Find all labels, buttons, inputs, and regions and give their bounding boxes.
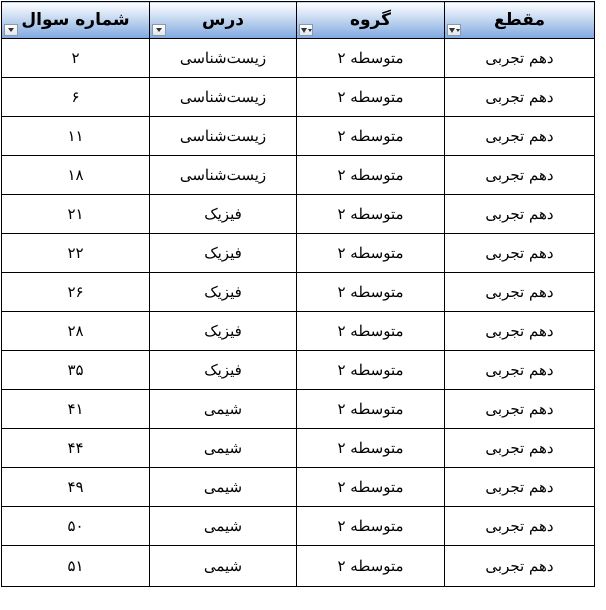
dropdown-arrow-icon[interactable] (4, 24, 18, 36)
header-row (2, 2, 595, 39)
table-row (2, 546, 595, 587)
cell-group[interactable]: متوسطه ۲ (297, 351, 445, 390)
cell-subject[interactable]: فیزیک (150, 195, 297, 234)
cell-grade[interactable]: دهم تجربی (445, 234, 595, 273)
cell-group[interactable]: متوسطه ۲ (297, 390, 445, 429)
cell-question-number[interactable]: ۱۱ (2, 117, 150, 156)
cell-question-number[interactable]: ۴۱ (2, 390, 150, 429)
cell-question-number[interactable]: ۵۱ (2, 546, 150, 587)
cell-group[interactable]: متوسطه ۲ (297, 39, 445, 78)
filter-funnel-icon[interactable] (299, 24, 313, 36)
cell-group[interactable]: متوسطه ۲ (297, 156, 445, 195)
column-header-group[interactable] (297, 2, 445, 39)
cell-question-number[interactable]: ۳۵ (2, 351, 150, 390)
cell-group[interactable]: متوسطه ۲ (297, 429, 445, 468)
table-row (2, 390, 595, 429)
table-row (2, 351, 595, 390)
filter-funnel-icon[interactable] (447, 24, 461, 36)
table-body (2, 39, 595, 587)
column-header-label: شماره سوال (21, 10, 130, 30)
table-row (2, 39, 595, 78)
cell-question-number[interactable]: ۵۰ (2, 507, 150, 546)
cell-group[interactable]: متوسطه ۲ (297, 78, 445, 117)
table-row (2, 117, 595, 156)
cell-grade[interactable]: دهم تجربی (445, 546, 595, 587)
table-row (2, 234, 595, 273)
cell-question-number[interactable]: ۴۹ (2, 468, 150, 507)
cell-grade[interactable]: دهم تجربی (445, 312, 595, 351)
cell-grade[interactable]: دهم تجربی (445, 195, 595, 234)
cell-subject[interactable]: زیست‌شناسی (150, 156, 297, 195)
cell-group[interactable]: متوسطه ۲ (297, 468, 445, 507)
cell-group[interactable]: متوسطه ۲ (297, 273, 445, 312)
column-header-question-number[interactable] (2, 2, 150, 39)
cell-subject[interactable]: زیست‌شناسی (150, 117, 297, 156)
cell-question-number[interactable]: ۱۸ (2, 156, 150, 195)
cell-question-number[interactable]: ۲ (2, 39, 150, 78)
cell-group[interactable]: متوسطه ۲ (297, 195, 445, 234)
table-row (2, 78, 595, 117)
cell-question-number[interactable]: ۲۸ (2, 312, 150, 351)
cell-subject[interactable]: شیمی (150, 429, 297, 468)
cell-grade[interactable]: دهم تجربی (445, 429, 595, 468)
column-header-grade[interactable] (445, 2, 595, 39)
cell-grade[interactable]: دهم تجربی (445, 507, 595, 546)
table-row (2, 312, 595, 351)
cell-question-number[interactable]: ۲۱ (2, 195, 150, 234)
cell-grade[interactable]: دهم تجربی (445, 156, 595, 195)
cell-subject[interactable]: شیمی (150, 390, 297, 429)
cell-question-number[interactable]: ۲۲ (2, 234, 150, 273)
cell-grade[interactable]: دهم تجربی (445, 78, 595, 117)
cell-question-number[interactable]: ۴۴ (2, 429, 150, 468)
column-header-label: مقطع (494, 10, 545, 30)
cell-subject[interactable]: فیزیک (150, 273, 297, 312)
cell-group[interactable]: متوسطه ۲ (297, 117, 445, 156)
table-row (2, 468, 595, 507)
cell-group[interactable]: متوسطه ۲ (297, 234, 445, 273)
table-row (2, 429, 595, 468)
cell-grade[interactable]: دهم تجربی (445, 390, 595, 429)
column-header-label: گروه (349, 10, 392, 30)
table-row (2, 156, 595, 195)
cell-subject[interactable]: شیمی (150, 468, 297, 507)
cell-subject[interactable]: شیمی (150, 507, 297, 546)
cell-grade[interactable]: دهم تجربی (445, 468, 595, 507)
cell-grade[interactable]: دهم تجربی (445, 39, 595, 78)
cell-subject[interactable]: فیزیک (150, 312, 297, 351)
cell-question-number[interactable]: ۲۶ (2, 273, 150, 312)
table-row (2, 507, 595, 546)
cell-subject[interactable]: زیست‌شناسی (150, 39, 297, 78)
cell-subject[interactable]: زیست‌شناسی (150, 78, 297, 117)
cell-group[interactable]: متوسطه ۲ (297, 507, 445, 546)
column-header-label: درس (202, 10, 244, 30)
filtered-table (1, 1, 595, 587)
table-row (2, 195, 595, 234)
cell-subject[interactable]: فیزیک (150, 234, 297, 273)
dropdown-arrow-icon[interactable] (152, 24, 166, 36)
cell-subject[interactable]: فیزیک (150, 351, 297, 390)
table-row (2, 273, 595, 312)
cell-group[interactable]: متوسطه ۲ (297, 546, 445, 587)
cell-subject[interactable]: شیمی (150, 546, 297, 587)
cell-group[interactable]: متوسطه ۲ (297, 312, 445, 351)
cell-grade[interactable]: دهم تجربی (445, 117, 595, 156)
column-header-subject[interactable] (150, 2, 297, 39)
cell-grade[interactable]: دهم تجربی (445, 351, 595, 390)
cell-grade[interactable]: دهم تجربی (445, 273, 595, 312)
cell-question-number[interactable]: ۶ (2, 78, 150, 117)
